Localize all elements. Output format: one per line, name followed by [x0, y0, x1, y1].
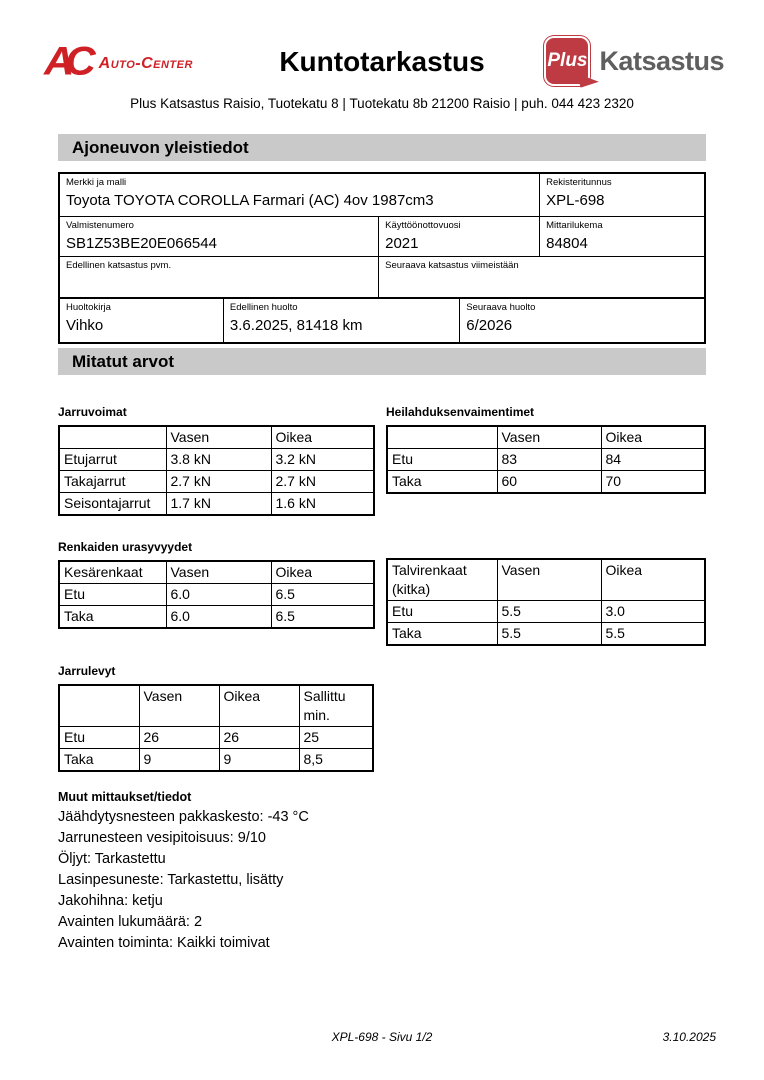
measurement-line: Öljyt: Tarkastettu	[58, 851, 166, 867]
table-row	[59, 749, 373, 772]
value-cell: 26	[139, 727, 219, 749]
value-cell: 2.7 kN	[271, 471, 374, 493]
field-value	[385, 274, 698, 293]
katsastus-logo-text: Katsastus	[599, 45, 724, 76]
row-label-cell: Etu	[59, 584, 166, 606]
value-cell: 83	[497, 449, 601, 471]
service-book-cell	[60, 299, 223, 342]
document-title: Kuntotarkastus	[279, 46, 485, 77]
value-cell: 26	[219, 727, 299, 749]
table-row	[387, 471, 705, 494]
value-cell: 9	[219, 749, 299, 772]
table-header-row	[59, 426, 374, 449]
field-value: 84804	[546, 235, 588, 252]
column-header: Talvirenkaat (kitka)	[387, 559, 497, 601]
value-cell: 3.0	[601, 601, 705, 623]
column-header: Vasen	[166, 426, 271, 449]
measurement-line: Jakohihna: ketju	[58, 893, 163, 909]
field-label: Huoltokirja	[66, 302, 111, 313]
table-row	[59, 606, 374, 629]
vehicle-info-row	[60, 174, 704, 216]
previous-service-cell	[223, 299, 459, 342]
shock-absorbers-block	[386, 405, 704, 516]
value-cell: 6.5	[271, 584, 374, 606]
column-header: Vasen	[497, 559, 601, 601]
measurement-line: Lasinpesuneste: Tarkastettu, lisätty	[58, 872, 284, 888]
next-inspection-cell	[378, 257, 704, 297]
value-cell: 6.0	[166, 606, 271, 629]
value-cell: 3.2 kN	[271, 449, 374, 471]
field-label: Mittarilukema	[546, 220, 603, 231]
winter-tires-block	[386, 540, 704, 646]
value-cell: 6.0	[166, 584, 271, 606]
make-model-cell	[60, 174, 539, 216]
other-measurements-block	[58, 790, 706, 954]
row-label-cell: Taka	[59, 606, 166, 629]
shock-absorbers-title: Heilahduksenvaimentimet	[386, 405, 535, 419]
brake-discs-title: Jarrulevyt	[58, 664, 116, 678]
vin-cell	[60, 217, 378, 256]
table-row	[59, 584, 374, 606]
value-cell: 5.5	[497, 601, 601, 623]
shock-absorbers-table	[386, 425, 706, 494]
other-measurements-title: Muut mittaukset/tiedot	[58, 790, 192, 804]
table-header-row	[59, 685, 373, 727]
table-row	[387, 623, 705, 646]
section-title-general: Ajoneuvon yleistiedot	[58, 134, 706, 161]
measurement-line: Jarrunesteen vesipitoisuus: 9/10	[58, 830, 266, 846]
field-label: Edellinen huolto	[229, 302, 298, 313]
first-registration-year-cell	[378, 217, 539, 256]
row-label-cell: Etu	[387, 601, 497, 623]
column-header: Oikea	[601, 426, 705, 449]
tire-treads-block	[58, 540, 373, 646]
registration-cell	[539, 174, 704, 216]
tire-treads-title: Renkaiden urasyvyydet	[58, 540, 193, 554]
field-value	[66, 274, 372, 293]
row-label-cell: Taka	[59, 749, 139, 772]
field-label: Rekisteritunnus	[546, 177, 612, 188]
next-service-cell	[459, 299, 704, 342]
winter-tires-table	[386, 558, 706, 646]
field-value: 3.6.2025, 81418 km	[229, 317, 363, 334]
column-header: Sallittu min.	[299, 685, 373, 727]
page-footer	[0, 1030, 764, 1046]
column-header: Oikea	[271, 426, 374, 449]
table-row	[59, 727, 373, 749]
brake-forces-title: Jarruvoimat	[58, 405, 127, 419]
vehicle-info-row	[60, 297, 704, 342]
measurement-line: Avainten lukumäärä: 2	[58, 914, 203, 930]
value-cell: 1.7 kN	[166, 493, 271, 516]
field-label: Seuraava huolto	[466, 302, 536, 313]
measurement-line: Jäähdytysnesteen pakkaskesto: -43 °C	[58, 809, 309, 825]
brake-discs-block	[58, 664, 373, 772]
table-header-row	[387, 426, 705, 449]
column-header	[59, 426, 166, 449]
field-value: SB1Z53BE20E066544	[66, 235, 217, 252]
field-value: Vihko	[66, 317, 104, 334]
row-label-cell: Etu	[59, 727, 139, 749]
brake-discs-table	[58, 684, 374, 772]
column-header: Kesärenkaat	[59, 561, 166, 584]
column-header: Oikea	[271, 561, 374, 584]
column-header: Vasen	[166, 561, 271, 584]
row-label-cell: Etu	[387, 449, 497, 471]
value-cell: 60	[497, 471, 601, 494]
value-cell: 5.5	[601, 623, 705, 646]
plus-badge-text: Plus	[547, 50, 588, 71]
row-label-cell: Taka	[387, 471, 497, 494]
value-cell: 5.5	[497, 623, 601, 646]
measurement-line: Avainten toiminta: Kaikki toimivat	[58, 935, 270, 951]
table-row	[59, 449, 374, 471]
field-value: XPL-698	[546, 192, 605, 209]
table-row	[59, 471, 374, 493]
vehicle-info-row	[60, 256, 704, 297]
measured-values-area	[58, 405, 706, 772]
value-cell: 1.6 kN	[271, 493, 374, 516]
row-label-cell: Seisontajarrut	[59, 493, 166, 516]
section-title-measured: Mitatut arvot	[58, 348, 706, 375]
field-label: Merkki ja malli	[66, 177, 127, 188]
value-cell: 70	[601, 471, 705, 494]
vehicle-info-table	[58, 172, 706, 344]
field-label: Käyttöönottovuosi	[385, 220, 461, 231]
previous-inspection-cell	[60, 257, 378, 297]
table-row	[387, 449, 705, 471]
measurements-row-3	[58, 664, 706, 772]
field-value: 6/2026	[466, 317, 513, 334]
table-header-row	[387, 559, 705, 601]
field-value: Toyota TOYOTA COROLLA Farmari (AC) 4ov 1987cm3	[66, 192, 434, 209]
field-label: Seuraava katsastus viimeistään	[385, 260, 519, 271]
column-header: Oikea	[219, 685, 299, 727]
row-label-cell: Takajarrut	[59, 471, 166, 493]
row-label-cell: Taka	[387, 623, 497, 646]
station-address: Plus Katsastus Raisio, Tuotekatu 8 | Tuotekatu 8b 21200 Raisio | puh. 044 423 2320	[130, 96, 634, 111]
footer-page-label: XPL-698 - Sivu 1/2	[331, 1030, 433, 1044]
column-header	[387, 426, 497, 449]
report-header	[0, 0, 764, 96]
field-label: Valmistenumero	[66, 220, 134, 231]
column-header	[59, 685, 139, 727]
field-label: Edellinen katsastus pvm.	[66, 260, 172, 271]
value-cell: 6.5	[271, 606, 374, 629]
plus-badge-icon	[544, 36, 590, 86]
column-header: Oikea	[601, 559, 705, 601]
measurements-row-2	[58, 540, 706, 646]
vehicle-info-row	[60, 216, 704, 256]
measurements-row-1	[58, 405, 706, 516]
footer-date: 3.10.2025	[662, 1030, 716, 1044]
measurements-row-3-spacer	[386, 664, 704, 772]
table-row	[59, 493, 374, 516]
brake-forces-table	[58, 425, 375, 516]
value-cell: 3.8 kN	[166, 449, 271, 471]
column-header: Vasen	[139, 685, 219, 727]
plus-katsastus-logo	[544, 36, 724, 86]
value-cell: 2.7 kN	[166, 471, 271, 493]
odometer-cell	[539, 217, 704, 256]
table-row	[387, 601, 705, 623]
value-cell: 9	[139, 749, 219, 772]
auto-center-logo-mark: AC	[44, 38, 87, 83]
value-cell: 8,5	[299, 749, 373, 772]
auto-center-logo-text: Auto-Center	[98, 55, 193, 72]
table-header-row	[59, 561, 374, 584]
value-cell: 84	[601, 449, 705, 471]
field-value: 2021	[385, 235, 419, 252]
row-label-cell: Etujarrut	[59, 449, 166, 471]
column-header: Vasen	[497, 426, 601, 449]
value-cell: 25	[299, 727, 373, 749]
brake-forces-block	[58, 405, 373, 516]
tire-treads-table	[58, 560, 375, 629]
